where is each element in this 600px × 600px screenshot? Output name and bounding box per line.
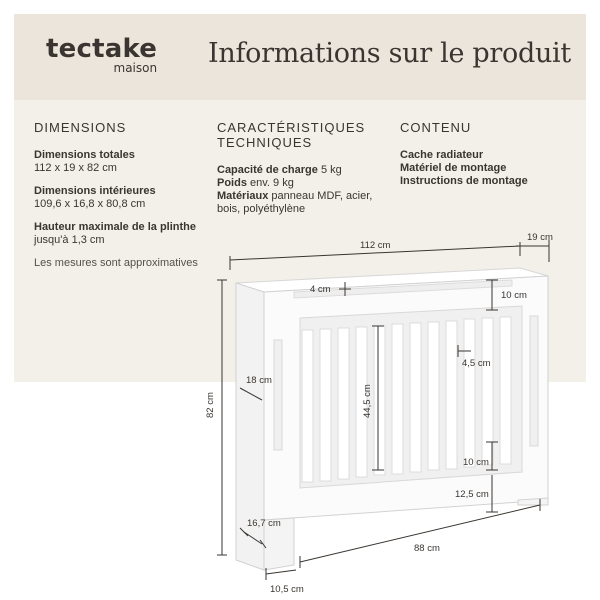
spec-value: 5 kg — [320, 164, 342, 176]
dim-top-gap: 4 cm — [310, 284, 331, 295]
dim-top-rail: 10 cm — [501, 290, 527, 301]
dimensions-note: Les mesures sont approximatives — [34, 257, 198, 269]
contents-item-label: Instructions de montage — [400, 175, 528, 187]
dim-slat-gap: 4,5 cm — [462, 358, 491, 369]
dim-leg-width: 10,5 cm — [270, 584, 304, 595]
contents-heading: CONTENU — [400, 120, 472, 135]
dim-width: 112 cm — [360, 240, 391, 251]
dim-slat-height: 44,5 cm — [362, 384, 373, 418]
spec-value: jusqu'à 1,3 cm — [34, 234, 105, 246]
spec-label: Capacité de charge — [217, 164, 318, 176]
contents-item-label: Cache radiateur — [400, 149, 484, 161]
spec-label: Hauteur maximale de la plinthe — [34, 221, 196, 233]
page-title: Informations sur le produit — [208, 38, 571, 69]
brand-sub: maison — [113, 61, 158, 75]
dim-leg-height: 16,7 cm — [247, 518, 281, 529]
spec-label: Poids — [217, 177, 247, 189]
dim-bottom-rail: 10 cm — [463, 457, 489, 468]
brand-name: tectake — [46, 34, 158, 64]
spec-value: 109,6 x 16,8 x 80,8 cm — [34, 198, 146, 210]
dim-bottom-gap: 12,5 cm — [455, 489, 489, 500]
dim-depth: 19 cm — [527, 232, 553, 243]
radiator-cover-illustration — [236, 268, 548, 570]
dimensions-heading: DIMENSIONS — [34, 120, 127, 135]
dim-side-depth: 18 cm — [246, 375, 272, 386]
characteristics-heading-line1: CARACTÉRISTIQUES — [217, 120, 366, 135]
spec-value: panneau MDF, acier, bois, polyéthylène — [217, 190, 373, 215]
spec-label: Dimensions totales — [34, 149, 135, 161]
characteristics-heading-line2: TECHNIQUES — [217, 135, 313, 150]
spec-value: env. 9 kg — [250, 177, 294, 189]
spec-label: Dimensions intérieures — [34, 185, 156, 197]
dim-inner-width: 88 cm — [414, 543, 440, 554]
dim-height: 82 cm — [205, 392, 216, 418]
contents-item-label: Matériel de montage — [400, 162, 507, 174]
spec-label: Matériaux — [217, 190, 269, 202]
spec-value: 112 x 19 x 82 cm — [34, 162, 117, 174]
